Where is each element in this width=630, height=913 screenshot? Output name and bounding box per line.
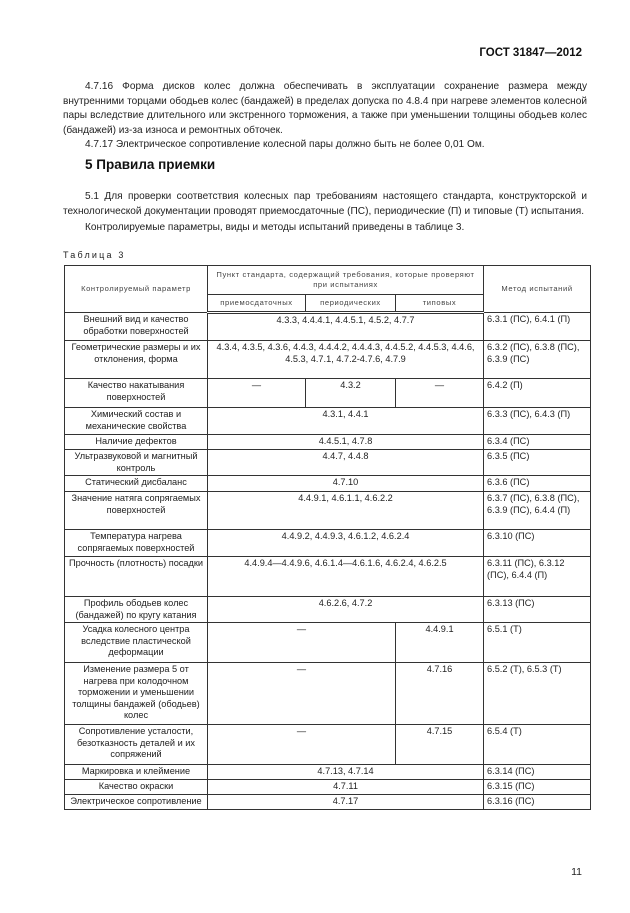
clause-cell: 4.4.9.4—4.4.9.6, 4.6.1.4—4.6.1.6, 4.6.2.4, 4.6.2.5 (208, 557, 484, 597)
clause-cell: 4.4.5.1, 4.7.8 (208, 435, 484, 450)
header-periodic: периодических (306, 295, 396, 313)
clause-5-1 (63, 190, 587, 236)
clause-cell: 4.3.1, 4.4.1 (208, 408, 484, 435)
header-param: Контролируемый параметр (65, 266, 208, 313)
clause-cell: 4.4.9.2, 4.4.9.3, 4.6.1.2, 4.6.2.4 (208, 530, 484, 557)
param-cell: Температура нагрева сопрягаемых поверхностей (65, 530, 208, 557)
clause-acceptance-cell: — (208, 379, 306, 408)
method-cell: 6.3.13 (ПС) (484, 597, 591, 623)
param-cell: Химический состав и механические свойства (65, 408, 208, 435)
clause-cell: 4.7.10 (208, 476, 484, 492)
table-row (65, 663, 591, 725)
clauses-4-7 (63, 80, 587, 153)
clause-periodic-cell: 4.3.2 (306, 379, 396, 408)
header-method: Метод испытаний (484, 266, 591, 313)
header-clause: Пункт стандарта, содержащий требования, которые проверяют при испытаниях (208, 266, 484, 295)
table-row (65, 795, 591, 810)
table-row (65, 476, 591, 492)
method-cell: 6.3.7 (ПС), 6.3.8 (ПС), 6.3.9 (ПС), 6.4.4 (П) (484, 492, 591, 530)
method-cell: 6.3.1 (ПС), 6.4.1 (П) (484, 313, 591, 341)
table-row (65, 780, 591, 795)
clause-cell: 4.4.7, 4.4.8 (208, 450, 484, 476)
param-cell: Ультразвуковой и магнитный контроль (65, 450, 208, 476)
table-row (65, 313, 591, 341)
method-cell: 6.3.15 (ПС) (484, 780, 591, 795)
table-row (65, 530, 591, 557)
table-row (65, 765, 591, 780)
clause-cell: 4.7.17 (208, 795, 484, 810)
clause-acceptance-periodic-cell: — (208, 725, 396, 765)
param-cell: Прочность (плотность) посадки (65, 557, 208, 597)
method-cell: 6.4.2 (П) (484, 379, 591, 408)
page-number: 11 (571, 866, 582, 878)
table-row (65, 623, 591, 663)
method-cell: 6.5.4 (Т) (484, 725, 591, 765)
param-cell: Усадка колесного центра вследствие пластической деформации (65, 623, 208, 663)
method-cell: 6.3.3 (ПС), 6.4.3 (П) (484, 408, 591, 435)
table-row (65, 492, 591, 530)
table-row (65, 408, 591, 435)
clause-cell: 4.4.9.1, 4.6.1.1, 4.6.2.2 (208, 492, 484, 530)
clause-acceptance-periodic-cell: — (208, 663, 396, 725)
param-cell: Геометрические размеры и их отклонения, форма (65, 341, 208, 379)
clause-type-cell: 4.7.15 (396, 725, 484, 765)
paragraph-4-7-17: 4.7.17 Электрическое сопротивление колесной пары должно быть не более 0,01 Ом. (85, 139, 485, 151)
clause-cell: 4.3.4, 4.3.5, 4.3.6, 4.4.3, 4.4.4.2, 4.4.4.3, 4.4.5.2, 4.4.5.3, 4.4.6, 4.5.3, 4.7.1, 4.7.2-4.7.6, 4.7.9 (208, 341, 484, 379)
table-caption: Таблица 3 (63, 250, 126, 260)
method-cell: 6.3.4 (ПС) (484, 435, 591, 450)
table-row (65, 435, 591, 450)
paragraph-4-7-16: 4.7.16 Форма дисков колес должна обеспечивать в эксплуатации сохранение размера между внутренними торцами ободьев колес (бандажей) в пределах допуска по 4.8.4 при нагреве элементов колесной пары вследствие длительного или экстренного торможения, а также при уменьшении толщины ободьев колес (бандажей) из-за износа и ремонтных обточек. (63, 81, 587, 136)
param-cell: Сопротивление усталости, безотказность деталей и их сопряжений (65, 725, 208, 765)
method-cell: 6.3.2 (ПС), 6.3.8 (ПС), 6.3.9 (ПС) (484, 341, 591, 379)
clause-acceptance-periodic-cell: — (208, 623, 396, 663)
method-cell: 6.3.5 (ПС) (484, 450, 591, 476)
param-cell: Значение натяга сопрягаемых поверхностей (65, 492, 208, 530)
clause-cell: 4.7.11 (208, 780, 484, 795)
param-cell: Маркировка и клеймение (65, 765, 208, 780)
method-cell: 6.3.6 (ПС) (484, 476, 591, 492)
method-cell: 6.5.1 (Т) (484, 623, 591, 663)
param-cell: Наличие дефектов (65, 435, 208, 450)
clause-type-cell: — (396, 379, 484, 408)
method-cell: 6.3.14 (ПС) (484, 765, 591, 780)
method-cell: 6.3.16 (ПС) (484, 795, 591, 810)
tests-table (64, 265, 591, 810)
param-cell: Качество накатывания поверхностей (65, 379, 208, 408)
paragraph-5-1: 5.1 Для проверки соответствия колесных пар требованиям настоящего стандарта, конструкторской и технологической документации проводят приемосдаточные (ПС), периодические (П) и типовые (Т) испытания. (63, 191, 587, 217)
method-cell: 6.3.10 (ПС) (484, 530, 591, 557)
table-row (65, 557, 591, 597)
param-cell: Статический дисбаланс (65, 476, 208, 492)
param-cell: Электрическое сопротивление (65, 795, 208, 810)
clause-type-cell: 4.7.16 (396, 663, 484, 725)
clause-type-cell: 4.4.9.1 (396, 623, 484, 663)
table-row (65, 597, 591, 623)
clause-cell: 4.7.13, 4.7.14 (208, 765, 484, 780)
document-id: ГОСТ 31847—2012 (479, 47, 582, 59)
param-cell: Изменение размера 5 от нагрева при колодочном торможении и уменьшении толщины бандажей (ободьев) колес (65, 663, 208, 725)
table-row (65, 341, 591, 379)
method-cell: 6.5.2 (Т), 6.5.3 (Т) (484, 663, 591, 725)
header-type: типовых (396, 295, 484, 313)
table-row (65, 725, 591, 765)
param-cell: Качество окраски (65, 780, 208, 795)
table-row (65, 450, 591, 476)
section-title: 5 Правила приемки (85, 157, 216, 172)
table-row (65, 379, 591, 408)
clause-cell: 4.6.2.6, 4.7.2 (208, 597, 484, 623)
paragraph-5-1-table-ref: Контролируемые параметры, виды и методы испытаний приведены в таблице 3. (85, 222, 465, 234)
param-cell: Внешний вид и качество обработки поверхностей (65, 313, 208, 341)
method-cell: 6.3.11 (ПС), 6.3.12 (ПС), 6.4.4 (П) (484, 557, 591, 597)
header-acceptance: приемосдаточных (208, 295, 306, 313)
clause-cell: 4.3.3, 4.4.4.1, 4.4.5.1, 4.5.2, 4.7.7 (208, 313, 484, 341)
param-cell: Профиль ободьев колес (бандажей) по кругу катания (65, 597, 208, 623)
